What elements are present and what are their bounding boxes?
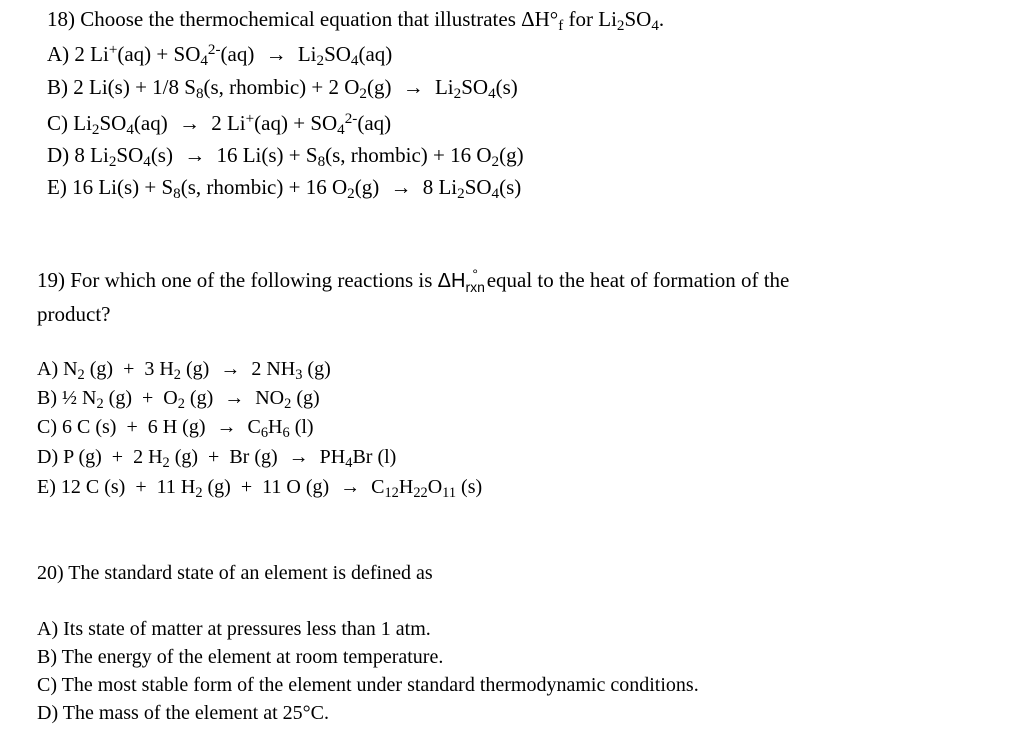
q18-option-a: A) 2 $Li^+(aq) + SO_4^{2-}(aq) \to Li_2SO_4(aq)$: [47, 42, 393, 70]
q19-prompt: 19) For which one of the following reactions is $\Delta H_{rxn}^\circ$ equal to the heat of formation of the: [37, 266, 790, 295]
q20-option-b: B) The energy of the element at room temperature.: [37, 646, 444, 668]
q20-option-a: A) Its state of matter at pressures less than 1 atm.: [37, 618, 431, 640]
q19-prompt-line2: product?: [37, 302, 111, 326]
q19-option-b: B) ½ $N_2$ $(g) + O_2$ $(g) \to NO_2$ (g): [37, 387, 320, 413]
delta-h-rxn-symbol: $\Delta H_{rxn}^\circ$: [437, 266, 485, 295]
q19-option-a: A) $N_2$ (g) + 3 $H_2$ (g) → 2 $NH_3$ (g): [37, 358, 331, 384]
q19-option-e: E) 12 C (s) + 11 $H_2$ (g) + 11 O $(g) \to C_{12}H_{22}O_{11}$ (s): [37, 476, 483, 502]
q18-option-b: B) 2 Li(s) + 1/8 $S_8(s$, rhombic) + 2 $O_2(g) \to Li_2SO_4(s)$: [47, 75, 518, 103]
q18-prompt: 18) Choose the thermochemical equation that illustrates $\Delta H^\circ_f$ for $Li_2SO_4$.: [47, 7, 665, 35]
q20-prompt: 20) The standard state of an element is defined as: [37, 562, 433, 584]
q18-option-e: E) 16 $Li(s) + S_8(s$, rhombic) + 16 $O_2(g) \to 8$ $Li_2SO_4(s)$: [47, 175, 522, 203]
q19-option-d: D) P (g) + 2 $H_2$ (g) + Br $(g) \to PH_4Br$ (l): [37, 446, 397, 472]
q20-option-d: D) The mass of the element at 25°C.: [37, 702, 330, 724]
q19-option-c: C) 6 C (s) + 6 H $(g) \to C_6H_6$ (l): [37, 416, 314, 442]
q18-option-c: C) $Li_2SO_4(aq) \to 2$ $Li^+(aq) + SO_4^{2-}(aq)$: [47, 111, 392, 139]
q20-option-c: C) The most stable form of the element under standard thermodynamic conditions.: [37, 674, 699, 696]
q18-option-d: D) 8 $Li_2SO_4(s) \to 16$ $Li(s) + S_8(s$, rhombic) + 16 $O_2(g)$: [47, 143, 524, 171]
